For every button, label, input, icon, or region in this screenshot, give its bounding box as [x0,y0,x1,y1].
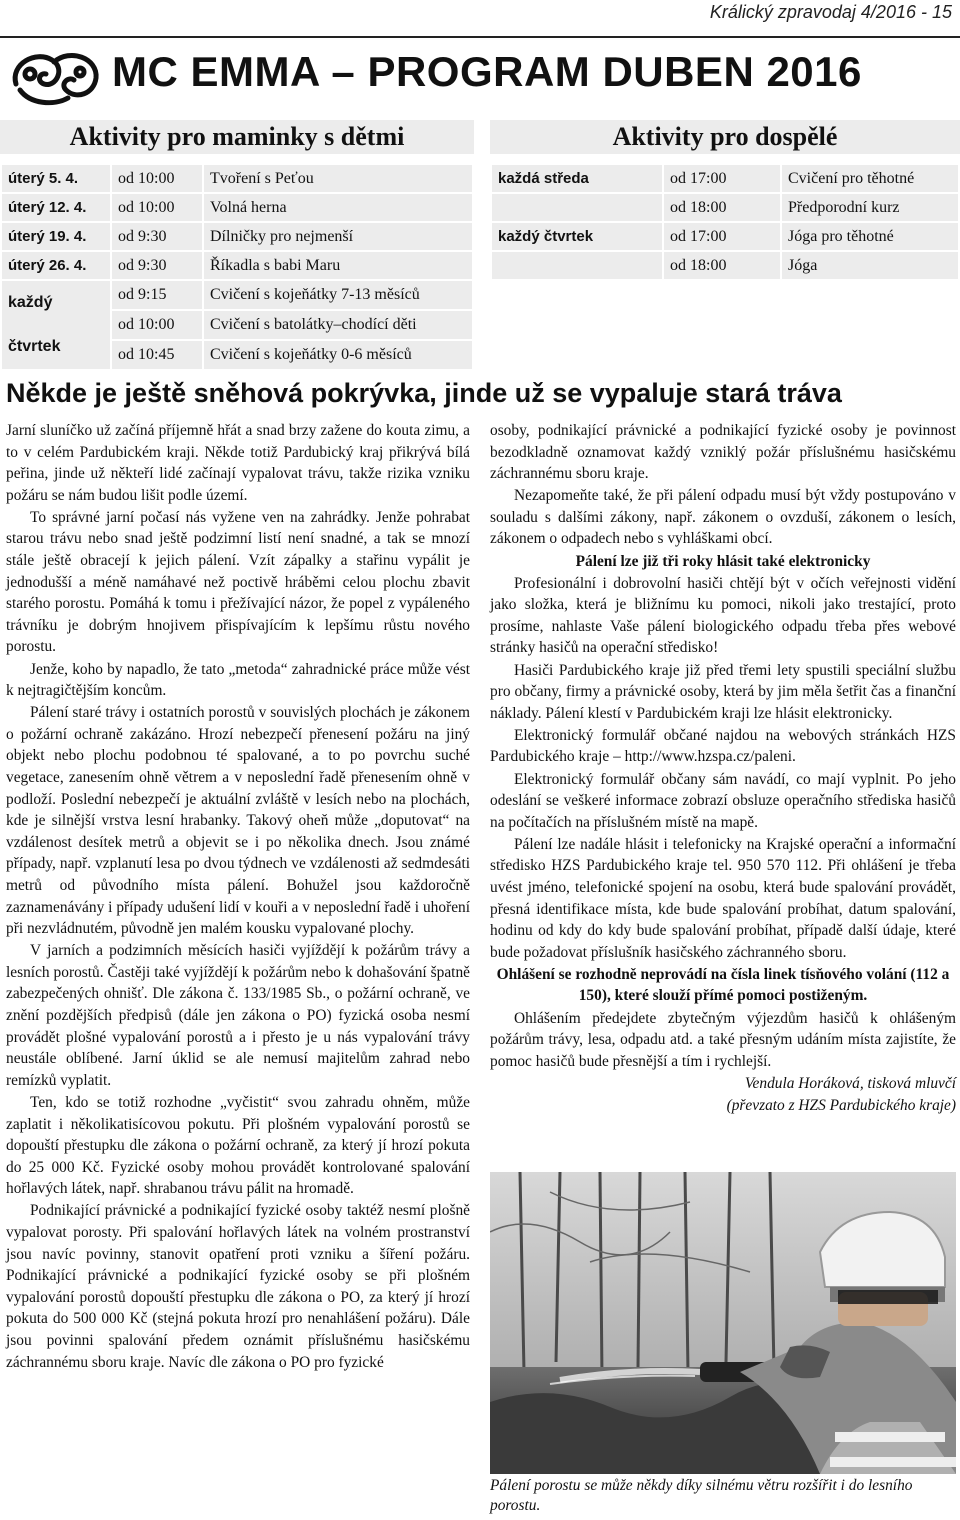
day-cell: úterý 26. 4. [1,251,111,280]
activity-cell: Cvičení s batolátky–chodící děti [203,310,473,340]
activity-cell: Cvičení s kojeňátky 0-6 měsíců [203,340,473,370]
photo-caption: Pálení porostu se může někdy díky silnému větru rozšířit i do lesního porostu. [490,1477,913,1514]
activity-cell: Předporodní kurz [781,193,959,222]
time-cell: od 17:00 [663,164,781,193]
time-cell: od 10:45 [111,340,203,370]
time-cell: od 18:00 [663,193,781,222]
time-cell: od 9:30 [111,251,203,280]
time-cell: od 9:30 [111,222,203,251]
paragraph: Podnikající právnické a podnikající fyzické osoby taktéž nesmí plošně vypalovat porosty. Při spalování hořlavých látek na volném prostranství jsou navíc povinny, stanovit opatření proti vzniku a šíření požáru. Podnikající právnické a podnikající fyzické osoby se při plošném vypalování porostů dopouští přestupku dle zákona o PO, za který jí hrozí pokuta do 500 000 Kč (stejná pokuta hrozí pro nenahlášení požáru). Dále jsou povinni spalování předem oznámit příslušnému hasičskému záchrannému sboru kraje. Navíc dle zákona o PO pro fyzické [6,1202,470,1371]
table-row [1,280,473,310]
table-row [1,222,473,251]
activity-cell: Jóga [781,251,959,280]
day-cell: každý čtvrtek [491,222,663,251]
time-cell: od 10:00 [111,164,203,193]
schedule-table-mothers [0,163,474,371]
paragraph: To správné jarní počasí nás vyžene ven na zahrádky. Jenže pohrabat starou trávu nebo snad ještě podzimní listí není snadné, a tak se mnozí stále ještě obracejí k jejich pálení. Vzít zápalky a stařinu vypálit je jednodušší a méně namáhavé než poctivě hráběmi celou plochu zbavit starého porostu. Pomáhá k tomu i přežívající názor, že popel z vypáleného trávníku je dobrým hnojivem přispívajícím k lepšímu růstu nového porostu. [6,508,470,656]
day-cell: každá středa [491,164,663,193]
signature-author: Vendula Horáková, tisková mluvčí [744,1074,956,1092]
paragraph: Jarní sluníčko už začíná příjemně hřát a snad brzy zažene do kouta zimu, a to v celém Pardubickém kraji. Někde totiž Pardubický kraj přikrývá bílá peřina, jinde už někteří lidé začínají vypalovat trávu, takže rizika vzniku požáru se nám budou lišit podle území. [6,422,470,504]
schedule-table-adults [490,163,960,281]
page-header [0,0,960,38]
firefighter-photo [490,1172,956,1474]
table-row [491,164,959,193]
time-cell: od 9:15 [111,280,203,310]
paragraph: Pálení lze nadále hlásit i telefonicky na Krajské operační a informační středisko HZS Pardubického kraje tel. 950 570 112. Při ohlášení je třeba uvést jméno, telefonické spojení na osobu, která bude spalování provádět, přesná identifikace místa, kde bude spalování probíhat, datum spalování, hodinu od kdy do kdy bude spalování probíhat, případě další údaje, které bude požadovat příslušník hasičského záchranného sboru. [490,835,956,961]
section-heading-mothers: Aktivity pro maminky s dětmi [0,120,474,154]
thursday-label-1: každý [8,294,53,311]
time-cell: od 10:00 [111,310,203,340]
table-row [491,222,959,251]
table-row [491,251,959,280]
activity-cell: Cvičení s kojeňátky 7-13 měsíců [203,280,473,310]
paragraph: V jarních a podzimních měsících hasiči vyjíždějí k požárům trávy a lesních porostů. Častěji také vyjíždějí k požárům nebo k dohašování špatně zabezpečených ohnišť. Dle zákona č. 133/1985 Sb., o požární ochraně, ve znění pozdějších předpisů (dále jen zákona o PO) fyzická osoba nesmí provádět plošné vypalování porostů a i přesto je u nás vypalování trávy neustále oblíbené. Jarní úklid se ale nemusí majitelům zahrad nebo remízků vyplatit. [6,942,470,1089]
article-column-left [6,420,470,1374]
warning-paragraph: Ohlášení se rozhodně neprovádí na čísla linek tísňového volání (112 a 150), které slouží přímé pomoci postiženým. [496,965,950,1005]
paragraph: Ten, kdo se totiž rozhodne „vyčistit“ svou zahradu ohněm, může zaplatit i několikatisícovou pokutu. Při plošném vypalování porostů se dopouští přestupku dle zákona o požární ochraně, za který jí hrozí pokuta do 25 000 Kč. Fyzické osoby mohou provádět kontrolované spalování hořlavých látek, např. shrabanou trávu pálit na hromadě. [6,1093,470,1198]
day-cell [491,251,663,280]
section-heading-adults: Aktivity pro dospělé [490,120,960,154]
day-cell: úterý 19. 4. [1,222,111,251]
signature-source: (převzato z HZS Pardubického kraje) [726,1096,956,1114]
paragraph: Pálení staré trávy i ostatních porostů v souvislých plochách je zákonem o požární ochraně zakázáno. Hrozí nebezpečí přenesení požáru na jiný objekt nebo plochu podobnou té spalované, a to po povrchu suché vegetace, zanesením ohně větrem a v neposlední řadě přenesením ohně v podloží. Poslední nebezpečí je aktuální zvláště v lesích nebo na plochách, kde je silnější vrstva lesní hrabanky. Takový oheň může „doputovat“ na vzdálenost desítek metrů a objevit se i po několika dnech. Jsou známé případy, např. vzplanutí lesa po dvou týdnech ve vzdálenosti až sedmdesáti metrů od původního místa pálení. Bohužel jsou každoročně zaznamenávány i případy udušení lidí v kouři a v neposlední řadě i uhoření při nezvládnutém, původně jen malém kousku vypalované plochy. [6,704,470,938]
thursday-label-2: čtvrtek [8,338,61,355]
day-cell [491,193,663,222]
paragraph: Jenže, koho by napadlo, že tato „metoda“ zahradnické práce může vést k nejtragičtějším koncům. [6,660,470,700]
paragraph: Elektronický formulář občany sám navádí, co mají vyplnit. Po jeho odeslání se veškeré informace zobrazí obsluze operačního střediska hasičů na počítačích na příslušném místě na mapě. [490,770,956,831]
paragraph: Ohlášením předejdete zbytečným výjezdům hasičů k ohlášeným požárům trávy, lesa, odpadu atd. a také přesným udáním místa zajistíte, že pomoc hasičů bude přesnější a tím i rychlejší. [490,1009,956,1070]
table-row [1,193,473,222]
page-title: MC EMMA – PROGRAM DUBEN 2016 [112,48,862,95]
table-row [1,251,473,280]
thursday-label-cell [1,280,111,370]
subheading: Pálení lze již tři roky hlásit také elektronicky [575,552,871,570]
header-text: Králický zpravodaj 4/2016 - 15 [709,2,952,22]
paragraph: Hasiči Pardubického kraje již před třemi lety spustili speciální službu pro občany, firmy a právnické osoby, která by jim měla šetřit čas a finanční náklady. Pálení klestí v Pardubickém kraji lze hlásit elektronicky. [490,661,956,722]
day-cell: úterý 5. 4. [1,164,111,193]
paragraph: Nezapomeňte také, že při pálení odpadu musí být vždy postupováno v souladu s dalšími zákony, např. zákonem o ovzduší, zákonem o lesích, zákonem o odpadech nebo s vyhláškami obcí. [490,487,956,548]
day-cell: úterý 12. 4. [1,193,111,222]
time-cell: od 10:00 [111,193,203,222]
mc-emma-logo-icon [6,44,104,110]
paragraph: Profesionální i dobrovolní hasiči chtějí být v očích veřejnosti vidění jako složka, která je bližnímu ku pomoci, nikoli jako trestající, proto prosíme, nahlaste Vaše pálení biologického odpadu třeba přes webové stránky hasičů na operační středisko! [490,574,956,657]
activity-cell: Říkadla s babi Maru [203,251,473,280]
article-column-right [490,420,956,1117]
activity-cell: Cvičení pro těhotné [781,164,959,193]
activity-cell: Tvoření s Peťou [203,164,473,193]
activity-cell: Volná herna [203,193,473,222]
time-cell: od 17:00 [663,222,781,251]
table-row [1,164,473,193]
paragraph: osoby, podnikající právnické a podnikající fyzické osoby je povinnost bezodkladně oznamovat každý vzniklý požár příslušnému hasičskému záchrannému sboru kraje. [490,422,956,483]
table-row [491,193,959,222]
article-headline: Někde je ještě sněhová pokrývka, jinde už se vypaluje stará tráva [6,378,842,408]
paragraph: Elektronický formulář občané najdou na webových stránkách HZS Pardubického kraje – http://www.hzspa.cz/paleni. [490,726,956,766]
activity-cell: Dílničky pro nejmenší [203,222,473,251]
activity-cell: Jóga pro těhotné [781,222,959,251]
time-cell: od 18:00 [663,251,781,280]
